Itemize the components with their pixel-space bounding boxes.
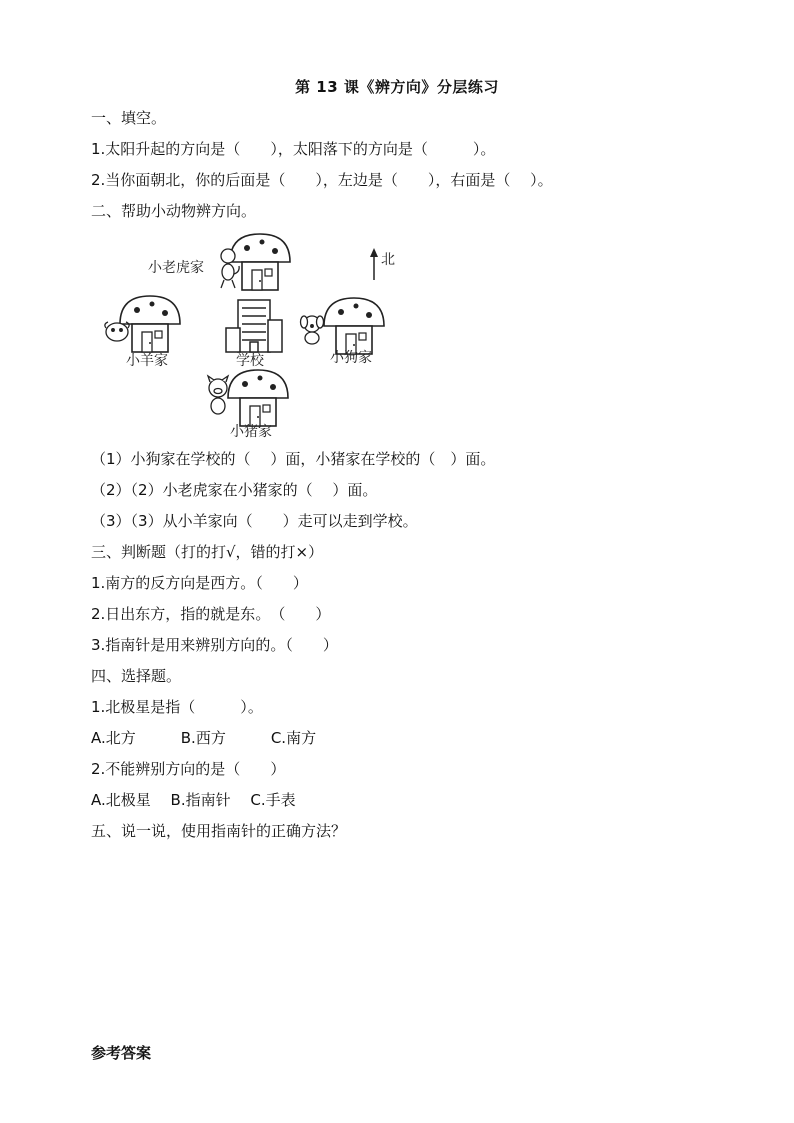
question-4-1: 1.北极星是指（ ）。	[91, 698, 263, 716]
dog-house-icon	[324, 298, 384, 354]
sheep-icon	[105, 322, 129, 341]
section-3-heading: 三、判断题（打的打√，错的打×）	[91, 543, 324, 561]
sheep-house-label: 小羊家	[126, 353, 168, 369]
question-3-3: 3.指南针是用来辨别方向的。（ ）	[91, 636, 338, 654]
question-2-1: （1）小狗家在学校的（ ）面，小猪家在学校的（ ）面。	[91, 450, 496, 468]
question-4-1-options: A.北方 B.西方 C.南方	[91, 729, 317, 747]
worksheet-title: 第 13 课《辨方向》分层练习	[295, 78, 499, 96]
section-1-heading: 一、填空。	[91, 109, 167, 127]
north-label: 北	[381, 252, 395, 268]
question-2-3: （3）（3）从小羊家向（ ）走可以走到学校。	[91, 512, 418, 530]
question-3-2: 2.日出东方，指的就是东。 （ ）	[91, 605, 331, 623]
section-2-heading: 二、帮助小动物辨方向。	[91, 202, 257, 220]
question-4-2-options: A.北极星 B.指南针 C.手表	[91, 791, 296, 809]
section-4-heading: 四、选择题。	[91, 667, 182, 685]
question-4-2: 2.不能辨别方向的是（ ）	[91, 760, 286, 778]
dog-house-label: 小狗家	[330, 350, 372, 366]
pig-icon	[208, 376, 228, 414]
direction-figure	[100, 232, 420, 444]
question-1-2: 2.当你面朝北，你的后面是（ ），左边是（ ），右面是（ ）。	[91, 171, 553, 189]
pig-house-icon	[228, 370, 288, 426]
tiger-house-icon	[230, 234, 290, 290]
school-label: 学校	[236, 353, 264, 369]
answer-key-heading: 参考答案	[91, 1044, 152, 1062]
question-3-1: 1.南方的反方向是西方。（ ）	[91, 574, 308, 592]
question-2-2: （2）（2）小老虎家在小猪家的（ ）面。	[91, 481, 378, 499]
north-arrow-icon	[370, 248, 378, 280]
pig-house-label: 小猪家	[230, 424, 272, 440]
question-1-1: 1.太阳升起的方向是（ ），太阳落下的方向是（ ）。	[91, 140, 496, 158]
tiger-house-label: 小老虎家	[148, 260, 204, 276]
school-building-icon	[226, 300, 282, 352]
section-5-heading: 五、说一说，使用指南针的正确方法？	[91, 822, 347, 840]
dog-icon	[301, 316, 324, 344]
